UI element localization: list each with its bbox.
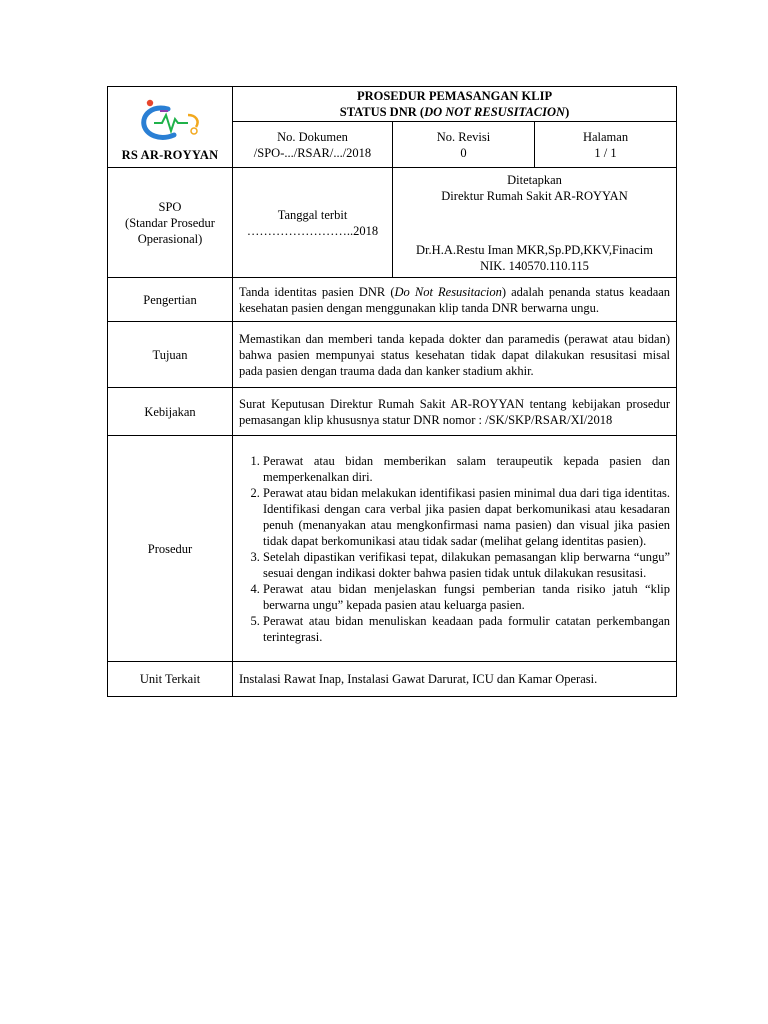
kebijakan-text: Surat Keputusan Direktur Rumah Sakit AR-ROYYAN tentang kebijakan prosedur pemasangan klip khususnya statur DNR nomor : /SK/SKP/RSAR/XI/2018 (233, 388, 677, 436)
prosedur-step-4: 4. Perawat atau bidan menjelaskan fungsi pemberian tanda risiko jatuh “klip berwarna ungu” kepada pasien atau keluarga pasien. (263, 581, 670, 613)
doc-number-cell (233, 122, 393, 168)
hospital-logo-cell (108, 87, 233, 168)
spo-line-2: (Standar Prosedur (125, 215, 215, 230)
spo-line-1: SPO (158, 199, 182, 214)
title-line-2: STATUS DNR (DO NOT RESUSITACION) (339, 105, 570, 119)
prosedur-steps (233, 436, 677, 662)
issue-date-label: Tanggal terbit (277, 207, 348, 222)
page-cell (535, 122, 677, 168)
prosedur-step-2: 2. Perawat atau bidan melakukan identifikasi pasien minimal dua dari tiga identitas. Identifikasi dengan cara verbal jika pasien dapat berkomunikasi atau kesadaran penuh (menanyakan atau mengkonfirmasi nama pasien) dan visual jika pasien tidak dapat berkomunikasi atau tidak sadar (melihat gelang identitas pasien). (263, 485, 670, 549)
signer-nik: NIK. 140570.110.115 (480, 258, 589, 273)
spo-line-3: Operasional) (137, 231, 203, 246)
revision-label: No. Revisi (436, 129, 491, 144)
tujuan-label: Tujuan (108, 322, 233, 388)
spo-label-cell (108, 168, 233, 278)
issue-date-value: ……………………..2018 (246, 223, 379, 238)
pengertian-label: Pengertian (108, 278, 233, 322)
title-italic: DO NOT RESUSITACION (424, 105, 566, 119)
hospital-logo-icon (130, 97, 210, 147)
revision-value: 0 (460, 145, 467, 160)
hospital-name: RS AR-ROYYAN (121, 148, 219, 162)
page-value: 1 / 1 (594, 145, 617, 160)
prosedur-step-1: 1. Perawat atau bidan memberikan salam teraupeutik kepada pasien dan memperkenalkan diri. (263, 453, 670, 485)
page-label: Halaman (582, 129, 629, 144)
approved-label: Ditetapkan (507, 172, 562, 187)
revision-cell (393, 122, 535, 168)
title-line-1: PROSEDUR PEMASANGAN KLIP (356, 89, 553, 103)
document-title (233, 87, 677, 122)
prosedur-step-3: 3. Setelah dipastikan verifikasi tepat, dilakukan pemasangan klip berwarna “ungu” sesuai dengan indikasi dokter bahwa pasien tidak untuk dilakukan resusitasi. (263, 549, 670, 581)
approval-cell (393, 168, 677, 278)
issue-date-cell (233, 168, 393, 278)
doc-number-label: No. Dokumen (277, 129, 348, 144)
spo-document-table (107, 86, 677, 697)
tujuan-text: Memastikan dan memberi tanda kepada dokter dan paramedis (perawat atau bidan) bahwa pasien mempunyai status kesehatan tidak dapat dilakukan resusitasi misal pada pasien dengan trauma dada dan kanker stadium akhir. (233, 322, 677, 388)
doc-number-value: /SPO-.../RSAR/.../2018 (253, 145, 372, 160)
signer-name: Dr.H.A.Restu Iman MKR,Sp.PD,KKV,Finacim (416, 242, 653, 257)
pengertian-text: Tanda identitas pasien DNR (Do Not Resusitacion) adalah penanda status keadaan kesehatan pasien dengan menggunakan klip tanda DNR berwarna ungu. (233, 278, 677, 322)
prosedur-label: Prosedur (108, 436, 233, 662)
unit-terkait-label: Unit Terkait (108, 662, 233, 697)
approved-by: Direktur Rumah Sakit AR-ROYYAN (441, 188, 628, 203)
unit-terkait-text: Instalasi Rawat Inap, Instalasi Gawat Darurat, ICU dan Kamar Operasi. (233, 662, 677, 697)
pengertian-italic: Do Not Resusitacion (394, 284, 502, 299)
prosedur-step-5: 5. Perawat atau bidan menuliskan keadaan pada formulir catatan perkembangan terintegrasi. (263, 613, 670, 645)
kebijakan-label: Kebijakan (108, 388, 233, 436)
